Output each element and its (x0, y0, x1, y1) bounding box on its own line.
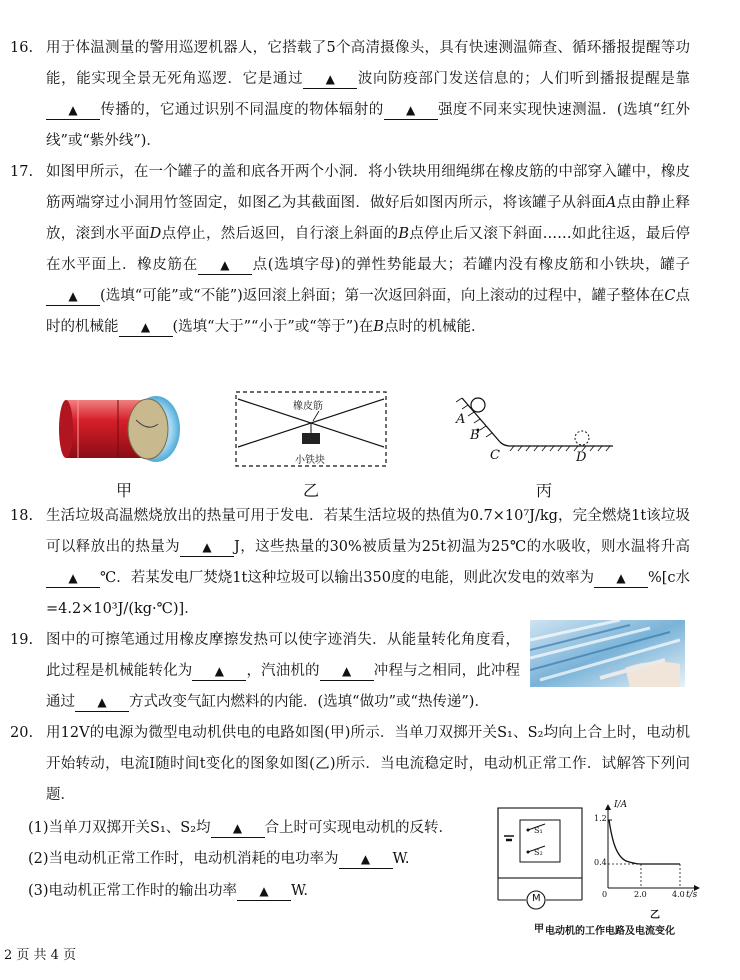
answer-blank[interactable]: ▲ (303, 70, 357, 89)
question-18 (10, 501, 690, 625)
graph-y-tick: 0.4 (594, 858, 607, 867)
answer-blank[interactable]: ▲ (339, 850, 393, 869)
graph-x-tick: 0 (602, 890, 608, 899)
answer-blank[interactable]: ▲ (46, 287, 100, 306)
figure-label-bing: 丙 (535, 481, 552, 500)
figure-label-jia-circuit: 甲 (534, 924, 544, 935)
motor-circuit-diagram (490, 800, 590, 920)
answer-blank[interactable]: ▲ (192, 662, 246, 681)
answer-blank[interactable]: ▲ (198, 256, 252, 275)
figure-label-yi: 乙 (302, 481, 319, 500)
graph-y-label: I/A (614, 800, 628, 810)
point-d-label: D (576, 450, 587, 465)
point-a-label: A (456, 412, 466, 427)
answer-blank[interactable]: ▲ (119, 318, 173, 337)
question-text: 用于体温测量的警用巡逻机器人，它搭载了5个高清摄像头，具有快速测温筛查、循环播报提醒等功能，能实现全景无死角巡逻．它是通过 ▲ 波向防疫部门发送信息的；人们听到播报提醒是靠▲ 传播的，它通过识别不同温度的物体辐射的 ▲ 强度不同来实现快速测温．(选填“红外线”或“紫外线”)． (46, 40, 691, 149)
rubber-band-label: 橡皮筋 (293, 401, 323, 412)
question-number: 18. (10, 508, 34, 524)
question-17 (10, 157, 690, 343)
question-text: 如图甲所示，在一个罐子的盖和底各开两个小洞．将小铁块用细绳绑在橡皮筋的中部穿入罐中，橡皮筋两端穿过小洞用竹签固定，如图乙为其截面图．做好后如图丙所示，将该罐子从斜面A点由静止释放，滚到水平面D点停止，然后返回，自行滚上斜面的B点停止后又滚下斜面……如此往返，最后停在水平面上．橡皮筋在 ▲ 点(选填字母)的弹性势能最大；若罐内没有橡皮筋和小铁块，罐子▲ (选填“可能”或“不能”)返回滚上斜面；第一次返回斜面，向上滚动的过程中，罐子整体在C点时的机械能 ▲ (选填“大于”“小于”或“等于”)在B点时的机械能． (46, 164, 691, 335)
switch-s2-label: S₂ (534, 848, 543, 857)
answer-blank[interactable]: ▲ (237, 882, 291, 901)
answer-blank[interactable]: ▲ (180, 538, 234, 557)
question-number: 16. (10, 40, 34, 56)
sub-question-3: (3)电动机正常工作时的输出功率 ▲ W. (28, 883, 309, 899)
answer-blank[interactable]: ▲ (46, 569, 100, 588)
question-20 (10, 718, 690, 811)
switch-s1-label: S₁ (534, 826, 543, 835)
answer-blank[interactable]: ▲ (384, 101, 438, 120)
incline-diagram (448, 392, 618, 472)
motor-label: M (532, 893, 541, 904)
sub-question-1: (1)当单刀双掷开关S₁、S₂均 ▲ 合上时可实现电动机的反转． (28, 820, 454, 836)
figure-label-yi-graph: 乙 (650, 910, 660, 921)
question-text: 用12V的电源为微型电动机供电的电路如图(甲)所示．当单刀双掷开关S₁、S₂均向上合上时，电动机开始转动，电流I随时间t变化的图象如图(乙)所示．当电流稳定时，电动机正常工作．试解答下列问题． (46, 725, 690, 803)
answer-blank[interactable]: ▲ (46, 101, 100, 120)
figure-caption: 电动机的工作电路及电流变化 (545, 926, 675, 937)
graph-x-tick: 2.0 (634, 890, 647, 899)
point-b-label: B (470, 428, 480, 443)
answer-blank[interactable]: ▲ (211, 819, 265, 838)
can-photo (58, 390, 184, 468)
figure-label-jia: 甲 (115, 481, 132, 500)
question-19 (10, 625, 520, 718)
question-text: 图中的可擦笔通过用橡皮摩擦发热可以使字迹消失．从能量转化角度看，此过程是机械能转化为 ▲ ，汽油机的 ▲ 冲程与之相同，此冲程通过 ▲ 方式改变气缸内燃料的内能．(选填“做功”或“热传递”)． (46, 632, 521, 710)
answer-blank[interactable]: ▲ (594, 569, 648, 588)
erasable-pen-photo (530, 620, 685, 687)
question-number: 20. (10, 725, 34, 741)
point-c-label: C (490, 448, 500, 463)
graph-x-tick: 4.0 (672, 890, 685, 899)
question-number: 17. (10, 164, 34, 180)
sub-question-2: (2)当电动机正常工作时，电动机消耗的电功率为 ▲ W. (28, 851, 410, 867)
page-footer: 2 页 共 4 页 (4, 948, 77, 963)
question-text: 生活垃圾高温燃烧放出的热量可用于发电．若某生活垃圾的热值为0.7×10⁷J/kg，完全燃烧1t该垃圾可以释放出的热量为 ▲ J，这些热量的30%被质量为25t初温为25℃的水吸收，则水温将升高▲ ℃．若某发电厂焚烧1t这种垃圾可以输出350度的电能，则此次发电的效率为 ▲ %[c水=4.2×10³J/(kg·℃)]． (46, 508, 691, 617)
cross-section-diagram (235, 391, 387, 467)
graph-x-label: t/s (686, 890, 698, 900)
answer-blank[interactable]: ▲ (320, 662, 374, 681)
question-16 (10, 33, 690, 157)
answer-blank[interactable]: ▲ (75, 693, 129, 712)
iron-block-label: 小铁块 (295, 455, 325, 466)
question-number: 19. (10, 632, 34, 648)
current-time-graph (594, 800, 704, 910)
graph-y-tick: 1.2 (594, 814, 607, 823)
